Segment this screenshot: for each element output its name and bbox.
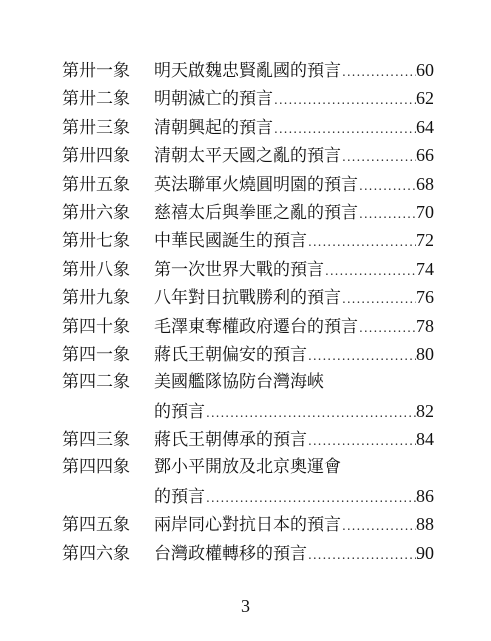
- toc-entry: [62, 170, 434, 198]
- entry-page: 86: [416, 485, 434, 506]
- dot-leader: [307, 228, 416, 256]
- entry-page: 76: [416, 287, 434, 308]
- entry-page: 64: [416, 116, 434, 137]
- toc-entry: [62, 453, 434, 481]
- entry-title: 清朝太平天國之亂的預言: [154, 146, 341, 167]
- toc-entry-continuation: [62, 482, 434, 510]
- dot-leader: [273, 115, 416, 143]
- chapter-number: 第卅八象: [62, 259, 130, 280]
- entry-title: 毛澤東奪權政府遷台的預言: [154, 316, 358, 337]
- entry-title: 中華民國誕生的預言: [154, 231, 307, 252]
- toc-entry: [62, 113, 434, 141]
- entry-page: 72: [416, 230, 434, 251]
- dot-leader: [358, 172, 416, 200]
- chapter-number: 第四六象: [62, 543, 130, 564]
- dot-leader: [205, 399, 416, 427]
- entry-title: 兩岸同心對抗日本的預言: [154, 515, 341, 536]
- dot-leader: [307, 427, 416, 455]
- entry-page: 78: [416, 315, 434, 336]
- entry-title: 明朝滅亡的預言: [154, 89, 273, 110]
- entry-title: 英法聯軍火燒圓明園的預言: [154, 174, 358, 195]
- chapter-number: 第卅四象: [62, 146, 130, 167]
- entry-title: 慈禧太后與拳匪之亂的預言: [154, 202, 358, 223]
- dot-leader: [205, 484, 416, 512]
- entry-title: 明天啟魏忠賢亂國的預言: [154, 61, 341, 81]
- chapter-number: 第卅二象: [62, 89, 130, 110]
- toc-entry-continuation: [62, 397, 434, 425]
- entry-page: 70: [416, 201, 434, 222]
- dot-leader: [341, 285, 416, 313]
- dot-leader: [273, 86, 416, 114]
- toc-entry: [62, 425, 434, 453]
- chapter-number: 第卅七象: [62, 231, 130, 252]
- toc-entry: [62, 340, 434, 368]
- chapter-number: 第卅九象: [62, 288, 130, 309]
- entry-page: 60: [416, 60, 434, 80]
- entry-title: 鄧小平開放及北京奧運會: [154, 457, 341, 478]
- toc-entry: [62, 539, 434, 567]
- entry-page: 74: [416, 258, 434, 279]
- dot-leader: [324, 257, 416, 285]
- dot-leader: [341, 512, 416, 540]
- toc-entry: [62, 56, 434, 84]
- chapter-number: 第四一象: [62, 344, 130, 365]
- chapter-number: 第四三象: [62, 430, 130, 451]
- entry-page: 80: [416, 343, 434, 364]
- dot-leader: [341, 143, 416, 171]
- entry-title: 清朝興起的預言: [154, 117, 273, 138]
- toc-entry: [62, 84, 434, 112]
- entry-page: 90: [416, 542, 434, 563]
- chapter-number: 第四四象: [62, 457, 130, 478]
- toc-entry: [62, 510, 434, 538]
- entry-title: 八年對日抗戰勝利的預言: [154, 288, 341, 309]
- entry-title: 的預言: [154, 486, 205, 507]
- toc-entry: [62, 368, 434, 396]
- entry-title: 美國艦隊協防台灣海峽: [154, 372, 324, 393]
- dot-leader: [307, 541, 416, 569]
- chapter-number: 第卅五象: [62, 174, 130, 195]
- dot-leader: [358, 200, 416, 228]
- entry-title: 蔣氏王朝傳承的預言: [154, 430, 307, 451]
- chapter-number: 第卅一象: [62, 61, 130, 81]
- toc-entry: [62, 255, 434, 283]
- page-number: 3: [241, 596, 250, 616]
- entry-page: 88: [416, 514, 434, 535]
- toc-entry: [62, 283, 434, 311]
- entry-page: 82: [416, 400, 434, 421]
- toc-entry: [62, 141, 434, 169]
- entry-page: 66: [416, 145, 434, 166]
- chapter-number: 第四十象: [62, 316, 130, 337]
- toc-entry: [62, 198, 434, 226]
- toc-entry: [62, 312, 434, 340]
- entry-title: 的預言: [154, 401, 205, 422]
- chapter-number: 第四二象: [62, 372, 130, 393]
- chapter-number: 第四五象: [62, 515, 130, 536]
- entry-page: 68: [416, 173, 434, 194]
- toc-entry: [62, 226, 434, 254]
- dot-leader: [341, 58, 416, 86]
- entry-page: 84: [416, 429, 434, 450]
- entry-title: 第一次世界大戰的預言: [154, 259, 324, 280]
- chapter-number: 第卅六象: [62, 202, 130, 223]
- dot-leader: [307, 342, 416, 370]
- table-of-contents: [62, 56, 434, 567]
- entry-title: 蔣氏王朝偏安的預言: [154, 344, 307, 365]
- dot-leader: [358, 314, 416, 342]
- entry-title: 台灣政權轉移的預言: [154, 543, 307, 564]
- chapter-number: 第卅三象: [62, 117, 130, 138]
- entry-page: 62: [416, 88, 434, 109]
